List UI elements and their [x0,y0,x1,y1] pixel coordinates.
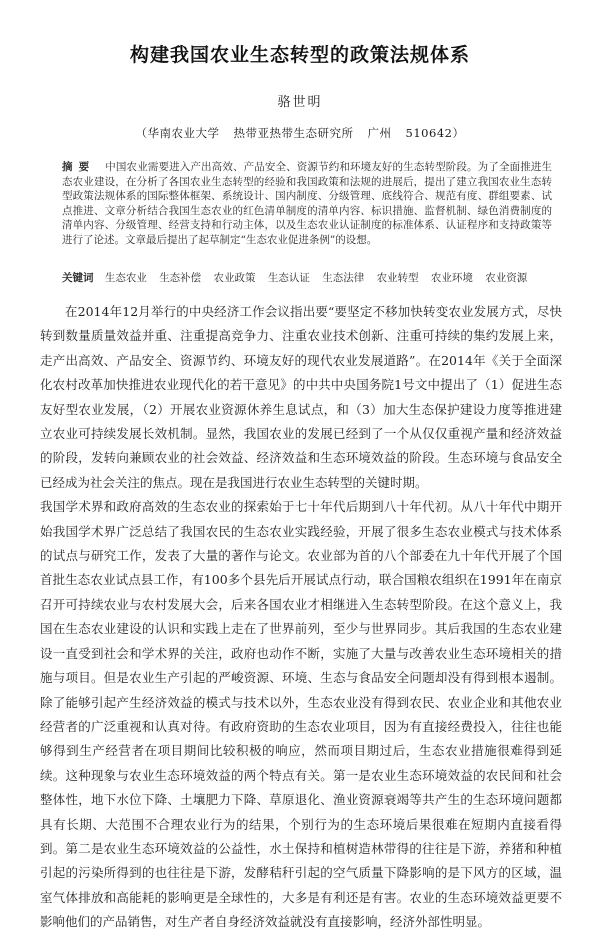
abstract [62,160,552,248]
affiliation-close-paren: ） [452,126,465,140]
keywords-label: 关键词 [62,272,94,284]
body-paragraph: 在2014年12月举行的中央经济工作会议指出要“要坚定不移加快转变农业发展方式，尽快转到数量质量效益并重、注重提高竞争力、注重农业技术创新、注重可持续的集约发展上来，走产出高效、产品安全、资源节约、环境友好的现代农业发展道路”。在2014年《关于全面深化农村改革加快推进农业现代化的若干意见》的中共中央国务院1号文中提出了（1）促进生态友好型农业发展，（2）开展农业资源休养生息试点，和（3）加大生态保护建设力度等推进建立农业可持续发展长效机制。显然，我国农业的发展已经到了一个从仅仅重视产量和经济效益的阶段，发转向兼顾农业的社会效益、经济效益和生态环境效益的阶段。生态环境与食品安全已经成为社会关注的焦点。现在是我国进行农业生态转型的关键时期。 [40,304,562,490]
keyword: 生态农业 [104,272,147,284]
body-paragraph: 我国学术界和政府高效的生态农业的探索始于七十年代后期到八十年代初。从八十年代中期开始我国学术界广泛总结了我国农民的生态农业实践经验，开展了很多生态农业模式与技术体系的试点与研究工作，发表了大量的著作与论文。农业部为首的八个部委在九十年代开展了个国首批生态农业试点县工作，有100多个县先后开展试点行动，联合国粮农组织在1991年在南京召开可持续农业与农村发展大会，后来各国农业才相继进入生态转型阶段。在这个意义上，我国在生态农业建设的认识和实践上走在了世界前列，至少与世界同步。其后我国的生态农业建设一直受到社会和学术界的关注，政府也动作不断，实施了大量与改善农业生态环境相关的措施与项目。但是农业生产引起的严峻资源、环境、生态与食品安全问题却没有得到根本遏制。除了能够引起产生经济效益的模式与技术以外，生态农业没有得到农民、农业企业和其他农业经营者的广泛重视和认真对待。有政府资助的生态农业项目，因为有直接经费投入，往往也能够得到生产经营者在项目期间比较积极的响应，然而项目期过后，生态农业措施很难得到延续。这种现象与农业生态环境效益的两个特点有关。第一是农业生态环境效益的农民间和社会整体性，地下水位下降、土壤肥力下降、草原退化、渔业资源衰竭等共产生的生态环境问题都具有长期、大范围不合理农业行为的结果，个别行为的生态环境后果很难在短期内直接看得到。第二是农业生态环境效益的公益性，水土保持和植树造林带得的往往是下游，养猪和种植引起的污染所得到的也往往是下游，发酵秸秆引起的空气质量下降影响的是下风方的区域，温室气体排放和高能耗的影响更是全球性的，大多是有利还是有害。农业的生态环境效益更要不影响他们的产品销售，对生产者自身经济效益就没有直接影响，经济外部性明显。 [40,499,562,930]
affiliation-city: 广州 [367,126,392,140]
affiliation-university: 华南农业大学 [147,126,220,140]
keyword: 农业资源 [485,272,528,284]
abstract-label: 摘要 [62,161,96,173]
keyword: 生态补偿 [159,272,202,284]
keyword: 生态认证 [267,272,310,284]
keyword: 农业政策 [213,272,256,284]
abstract-text: 中国农业需要进入产出高效、产品安全、资源节约和环境友好的生态转型阶段。为了全面推进生态农业建设，在分析了各国农业生态转型的经验和我国政策和法规的进展后，提出了建立我国农业生态转型政策法规体系的国际整体框架、系统设计、国内制度、分级管理、底线符合、规范有度、群组要素、试点推进、文章分析结合我国生态农业的红色清单制度的清单内容、标识措施、监督机制、绿色消费制度的清单内容、分级管理、经营支持和行动主体，以及生态农业认证制度的标准体系、认证程序和支持政策等进行了论述。文章最后提出了起草制定“生态农业促进条例”的设想。 [62,161,553,246]
keywords [62,270,552,285]
keyword: 农业环境 [430,272,473,284]
paper-title: 构建我国农业生态转型的政策法规体系 [129,44,470,66]
author-name: 骆世明 [277,95,323,110]
author-affiliation [0,125,600,141]
body-text [40,300,562,935]
affiliation-postcode: 510642 [405,126,453,140]
affiliation-institute: 热带亚热带生态研究所 [233,126,354,140]
keyword: 农业转型 [376,272,419,284]
affiliation-open-paren: （ [135,126,148,140]
keyword: 生态法律 [322,272,365,284]
